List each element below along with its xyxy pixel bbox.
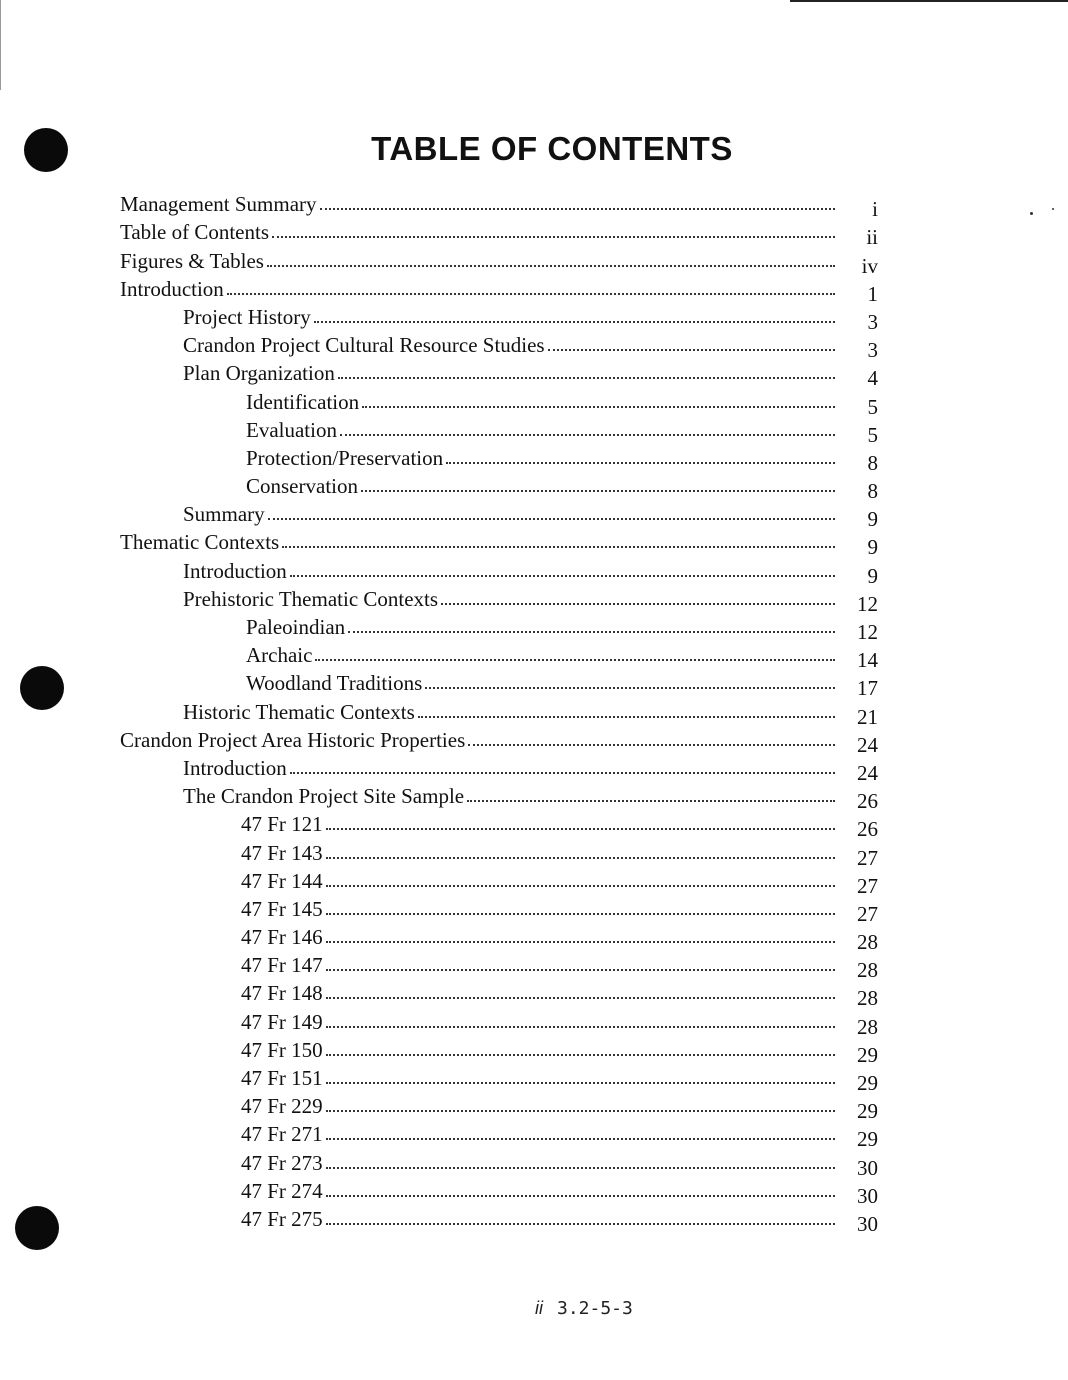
- toc-entry-page: 21: [857, 704, 878, 729]
- toc-dot-leader: [362, 406, 835, 408]
- toc-entry-page: 8: [867, 479, 878, 504]
- toc-entry-label: Introduction: [183, 755, 287, 780]
- toc-entry-page: 28: [857, 986, 878, 1011]
- toc-dot-leader: [268, 518, 835, 520]
- toc-entry-page: 26: [857, 789, 878, 814]
- toc-entry-page: 29: [857, 1127, 878, 1152]
- toc-entry-page: 5: [867, 422, 878, 447]
- toc-entry: [0, 865, 1068, 898]
- toc-dot-leader: [446, 462, 835, 464]
- toc-entry-page: 9: [867, 507, 878, 532]
- toc-dot-leader: [340, 434, 835, 436]
- scan-edge-top: [790, 0, 1068, 2]
- toc-entry-label: 47 Fr 121: [241, 812, 323, 837]
- toc-entry-page: 4: [867, 366, 878, 391]
- toc-dot-leader: [326, 1195, 835, 1197]
- toc-entry-label: Figures & Tables: [120, 248, 264, 273]
- toc-dot-leader: [425, 687, 835, 689]
- toc-entry-label: 47 Fr 275: [241, 1206, 323, 1231]
- toc-dot-leader: [348, 631, 835, 633]
- toc-dot-leader: [326, 997, 835, 999]
- toc-entry: [0, 724, 1068, 757]
- toc-entry: [0, 1005, 1068, 1039]
- toc-entry: [0, 554, 1068, 588]
- toc-entry: [0, 611, 1068, 644]
- toc-entry: [0, 442, 1068, 475]
- toc-dot-leader: [315, 659, 835, 661]
- toc-entry-page: 27: [857, 873, 878, 898]
- toc-entry: [0, 216, 1068, 250]
- toc-dot-leader: [326, 913, 835, 915]
- toc-entry: [0, 1175, 1068, 1208]
- toc-entry-page: 30: [857, 1211, 878, 1236]
- toc-entry: [0, 385, 1068, 419]
- toc-dot-leader: [326, 1082, 835, 1084]
- toc-entry-page: 28: [857, 930, 878, 955]
- toc-entry: [0, 695, 1068, 729]
- toc-entry-label: 47 Fr 147: [241, 953, 323, 978]
- toc-entry-page: 14: [857, 648, 878, 673]
- toc-entry-page: 30: [857, 1183, 878, 1208]
- toc-entry-label: 47 Fr 271: [241, 1122, 323, 1147]
- page-footer: [535, 1298, 633, 1319]
- toc-entry-label: Evaluation: [246, 417, 337, 442]
- page-title: TABLE OF CONTENTS: [371, 130, 733, 167]
- toc-entry-label: 47 Fr 151: [241, 1066, 323, 1090]
- toc-entry: [0, 808, 1068, 842]
- toc-entry: [0, 1034, 1068, 1067]
- toc-entry: [0, 329, 1068, 363]
- toc-entry: [0, 301, 1068, 334]
- toc-entry: [0, 357, 1068, 391]
- toc-dot-leader: [326, 828, 835, 830]
- table-of-contents: [0, 188, 1068, 1236]
- toc-entry: [0, 1203, 1068, 1236]
- toc-entry-label: 47 Fr 149: [241, 1009, 323, 1034]
- toc-entry-label: Protection/Preservation: [246, 445, 444, 470]
- toc-entry-page: 8: [867, 450, 878, 475]
- toc-dot-leader: [290, 575, 835, 577]
- toc-entry-label: Identification: [246, 389, 360, 414]
- toc-entry-label: Crandon Project Cultural Resource Studies: [183, 333, 545, 358]
- toc-entry-label: 47 Fr 229: [241, 1094, 323, 1119]
- toc-dot-leader: [326, 969, 835, 971]
- toc-entry-page: i: [872, 197, 878, 222]
- footer-doc-code: 3.2-5-3: [557, 1298, 633, 1319]
- toc-dot-leader: [290, 772, 835, 774]
- toc-entry-page: 3: [867, 338, 878, 363]
- toc-entry-label: 47 Fr 273: [241, 1150, 323, 1175]
- toc-entry-page: ii: [866, 225, 878, 250]
- toc-dot-leader: [418, 716, 835, 718]
- toc-dot-leader: [326, 1167, 835, 1169]
- toc-entry: [0, 1118, 1068, 1152]
- toc-entry-label: Archaic: [246, 643, 313, 668]
- toc-entry-label: 47 Fr 274: [241, 1178, 323, 1203]
- toc-entry: [0, 639, 1068, 673]
- toc-entry-page: 28: [857, 1014, 878, 1039]
- toc-entry-page: 29: [857, 1099, 878, 1124]
- toc-entry-label: Management Summary: [120, 192, 317, 217]
- toc-entry-page: 24: [857, 732, 878, 757]
- toc-entry: [0, 583, 1068, 616]
- toc-dot-leader: [361, 490, 835, 492]
- footer-page-number: ii: [535, 1298, 543, 1318]
- toc-entry: [0, 921, 1068, 955]
- toc-entry-page: 12: [857, 620, 878, 644]
- toc-dot-leader: [338, 377, 835, 379]
- toc-entry: [0, 1062, 1068, 1095]
- toc-entry: [0, 752, 1068, 785]
- toc-entry: [0, 780, 1068, 814]
- toc-entry: [0, 526, 1068, 560]
- toc-dot-leader: [326, 1026, 835, 1028]
- toc-entry-label: Crandon Project Area Historic Properties: [120, 727, 466, 752]
- toc-dot-leader: [441, 603, 835, 605]
- toc-entry-page: 12: [857, 591, 878, 616]
- toc-entry: [0, 244, 1068, 278]
- toc-entry: [0, 273, 1068, 306]
- toc-dot-leader: [548, 349, 835, 351]
- toc-entry: [0, 893, 1068, 926]
- toc-entry: [0, 949, 1068, 983]
- toc-entry-label: Woodland Traditions: [246, 671, 423, 696]
- toc-dot-leader: [227, 293, 835, 295]
- toc-entry-label: Historic Thematic Contexts: [183, 699, 415, 724]
- toc-entry: [0, 836, 1068, 870]
- toc-entry: [0, 470, 1068, 504]
- toc-entry: [0, 667, 1068, 701]
- toc-entry-label: 47 Fr 144: [241, 868, 323, 893]
- toc-entry-label: Introduction: [120, 276, 224, 301]
- toc-entry-label: The Crandon Project Site Sample: [183, 784, 465, 809]
- toc-dot-leader: [468, 744, 835, 746]
- toc-entry: [0, 1090, 1068, 1124]
- toc-entry-label: Summary: [183, 502, 265, 527]
- toc-entry-label: Project History: [183, 304, 311, 329]
- toc-entry: [0, 977, 1068, 1011]
- toc-entry-page: iv: [861, 253, 878, 278]
- toc-entry-label: 47 Fr 143: [241, 840, 323, 865]
- toc-entry-page: 17: [857, 676, 878, 701]
- toc-entry-label: Thematic Contexts: [120, 530, 280, 555]
- toc-entry-label: Introduction: [183, 558, 287, 583]
- toc-dot-leader: [326, 857, 835, 859]
- toc-entry-page: 24: [857, 760, 878, 785]
- toc-entry-page: 30: [857, 1155, 878, 1180]
- toc-dot-leader: [267, 265, 835, 267]
- toc-entry-label: Prehistoric Thematic Contexts: [183, 586, 439, 611]
- toc-entry-label: Conservation: [246, 474, 358, 499]
- toc-entry-page: 5: [867, 394, 878, 419]
- toc-entry-page: 28: [857, 958, 878, 983]
- toc-entry-page: 27: [857, 845, 878, 870]
- toc-dot-leader: [326, 885, 835, 887]
- toc-entry-page: 3: [867, 309, 878, 334]
- toc-entry: [0, 1146, 1068, 1180]
- toc-entry-page: 1: [867, 281, 878, 306]
- toc-entry: [0, 414, 1068, 447]
- toc-entry-page: 9: [867, 535, 878, 560]
- toc-entry-label: Plan Organization: [183, 361, 335, 386]
- toc-dot-leader: [314, 321, 835, 323]
- toc-entry-page: 29: [857, 1071, 878, 1095]
- toc-entry-page: 26: [857, 817, 878, 842]
- toc-entry-page: 27: [857, 901, 878, 926]
- toc-entry-page: 29: [857, 1042, 878, 1067]
- toc-entry-label: 47 Fr 150: [241, 1037, 323, 1062]
- toc-dot-leader: [282, 546, 835, 548]
- toc-dot-leader: [326, 941, 835, 943]
- toc-entry: [0, 188, 1068, 222]
- toc-dot-leader: [326, 1138, 835, 1140]
- toc-dot-leader: [326, 1054, 835, 1056]
- toc-entry-page: 9: [867, 563, 878, 588]
- toc-entry: [0, 498, 1068, 532]
- toc-dot-leader: [320, 208, 835, 210]
- toc-dot-leader: [467, 800, 835, 802]
- toc-entry-label: 47 Fr 145: [241, 896, 323, 921]
- toc-entry-label: 47 Fr 146: [241, 925, 323, 950]
- toc-entry-label: Table of Contents: [120, 220, 269, 245]
- toc-dot-leader: [272, 236, 835, 238]
- toc-dot-leader: [326, 1110, 835, 1112]
- scan-edge-left: [0, 0, 1, 90]
- toc-entry-label: Paleoindian: [246, 615, 346, 639]
- toc-entry-label: 47 Fr 148: [241, 981, 323, 1006]
- toc-dot-leader: [326, 1223, 835, 1225]
